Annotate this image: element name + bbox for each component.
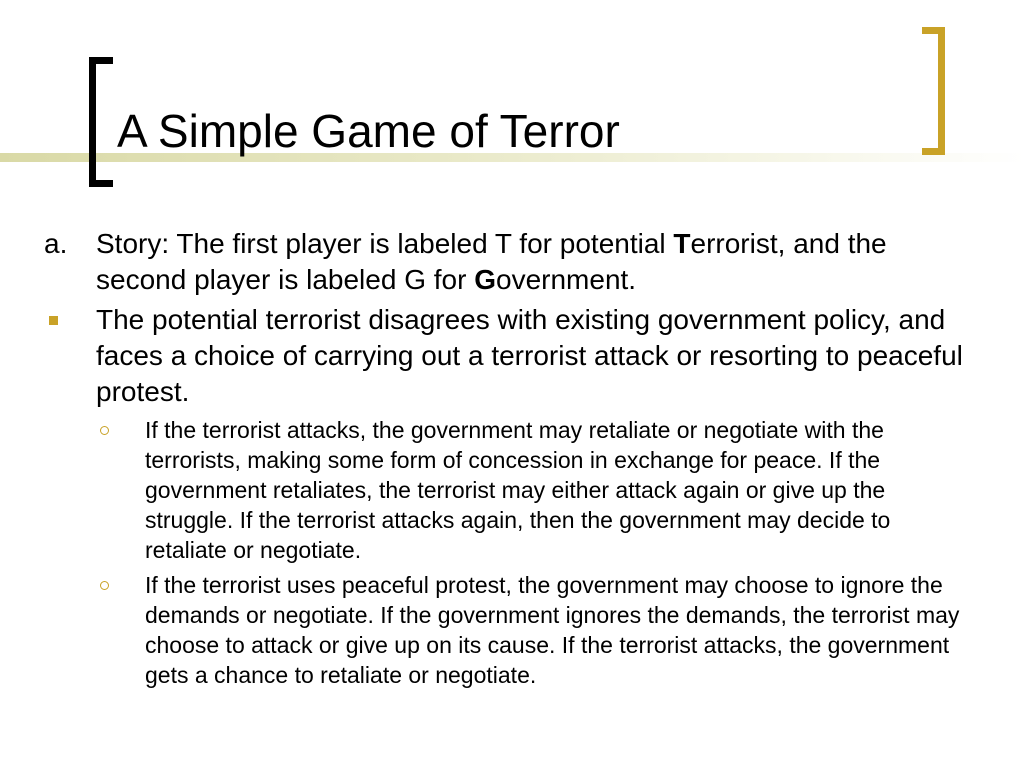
sub-bullet-text: If the terrorist attacks, the government may retaliate or negotiate with the terrorists, making some form of concession in exchange for peace. If the government retaliates, the terrorist may either attack again or give up the struggle. If the terrorist attacks again, then the government may decide to retaliate or negotiate. — [145, 417, 891, 563]
circle-bullet-icon — [100, 426, 109, 435]
sub-bullet-item — [44, 415, 974, 565]
square-bullet-icon — [49, 316, 58, 325]
sub-bullet-item — [44, 570, 974, 690]
bullet-text: The potential terrorist disagrees with existing government policy, and faces a choice of carrying out a terrorist attack or resorting to peaceful protest. — [96, 304, 963, 407]
slide-title: A Simple Game of Terror — [117, 105, 620, 157]
story-lead: a. — [44, 228, 68, 259]
bullet-item — [44, 302, 974, 410]
circle-bullet-icon — [100, 581, 109, 590]
story-paragraph — [44, 226, 974, 298]
sub-bullet-text: If the terrorist uses peaceful protest, the government may choose to ignore the demands or negotiate. If the government ignores the demands, the terrorist may choose to attack or give up on its cause. If the terrorist attacks, the government gets a chance to retaliate or negotiate. — [145, 572, 960, 688]
story-bold-g: G — [474, 264, 496, 295]
story-bold-t: T — [673, 228, 691, 259]
story-text-part2: errorist, and the second player is labeled G for — [96, 228, 887, 295]
story-text-part1: Story: The first player is labeled T for potential — [96, 228, 674, 259]
story-text-part3: overnment. — [496, 264, 637, 295]
right-bracket-decoration — [922, 27, 945, 155]
slide-body — [44, 226, 974, 695]
left-bracket-decoration — [89, 57, 113, 187]
